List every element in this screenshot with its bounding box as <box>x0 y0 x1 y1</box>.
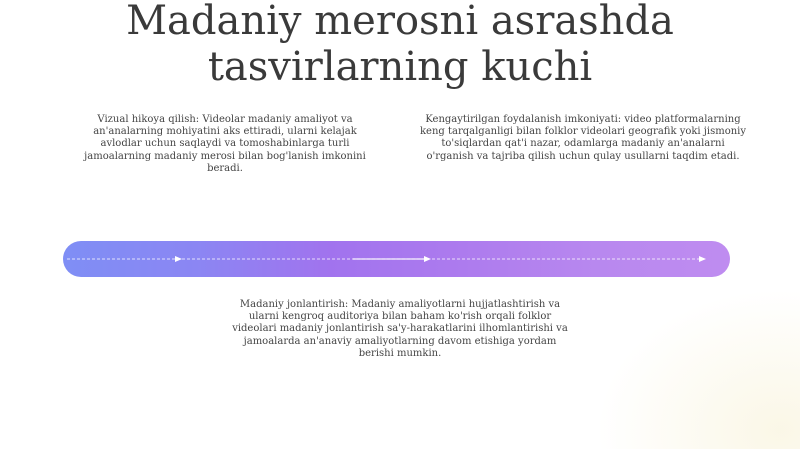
timeline-arrow-1-icon <box>175 256 182 262</box>
text-block-visual-storytelling: Vizual hikoya qilish: Videolar madaniy amaliyot va an'analarning mohiyatini aks ettiradi, ularni kelajak avlodlar uchun saqlaydi va tomoshabinlarga turli jamoalarning madaniy merosi bilan bog'lanish imkonini beradi. <box>84 114 366 174</box>
timeline-bar <box>63 241 730 277</box>
timeline-arrow-2-icon <box>424 256 431 262</box>
timeline-arrow-track <box>63 241 730 277</box>
slide-title <box>60 0 740 90</box>
text-block-cultural-revitalization: Madaniy jonlantirish: Madaniy amaliyotlarni hujjatlashtirish va ularni kengroq auditoriya bilan baham ko'rish orqali folklor videolari madaniy jonlantirish sa'y-harakatlarini ilhomlantirishi va jamoalarda an'anaviy amaliyotlarning davom etishiga yordam berishi mumkin. <box>232 299 568 359</box>
timeline-arrow-3-icon <box>699 256 706 262</box>
title-line-1: Madaniy merosni asrashda <box>126 0 674 44</box>
text-block-accessibility: Kengaytirilgan foydalanish imkoniyati: video platformalarning keng tarqalganligi bilan folklor videolari geografik yoki jismoniy to'siqlardan qat'i nazar, odamlarga madaniy an'analarni o'rganish va tajriba qilish uchun qulay usullarni taqdim etadi. <box>419 114 747 162</box>
title-line-2: tasvirlarning kuchi <box>207 44 593 90</box>
